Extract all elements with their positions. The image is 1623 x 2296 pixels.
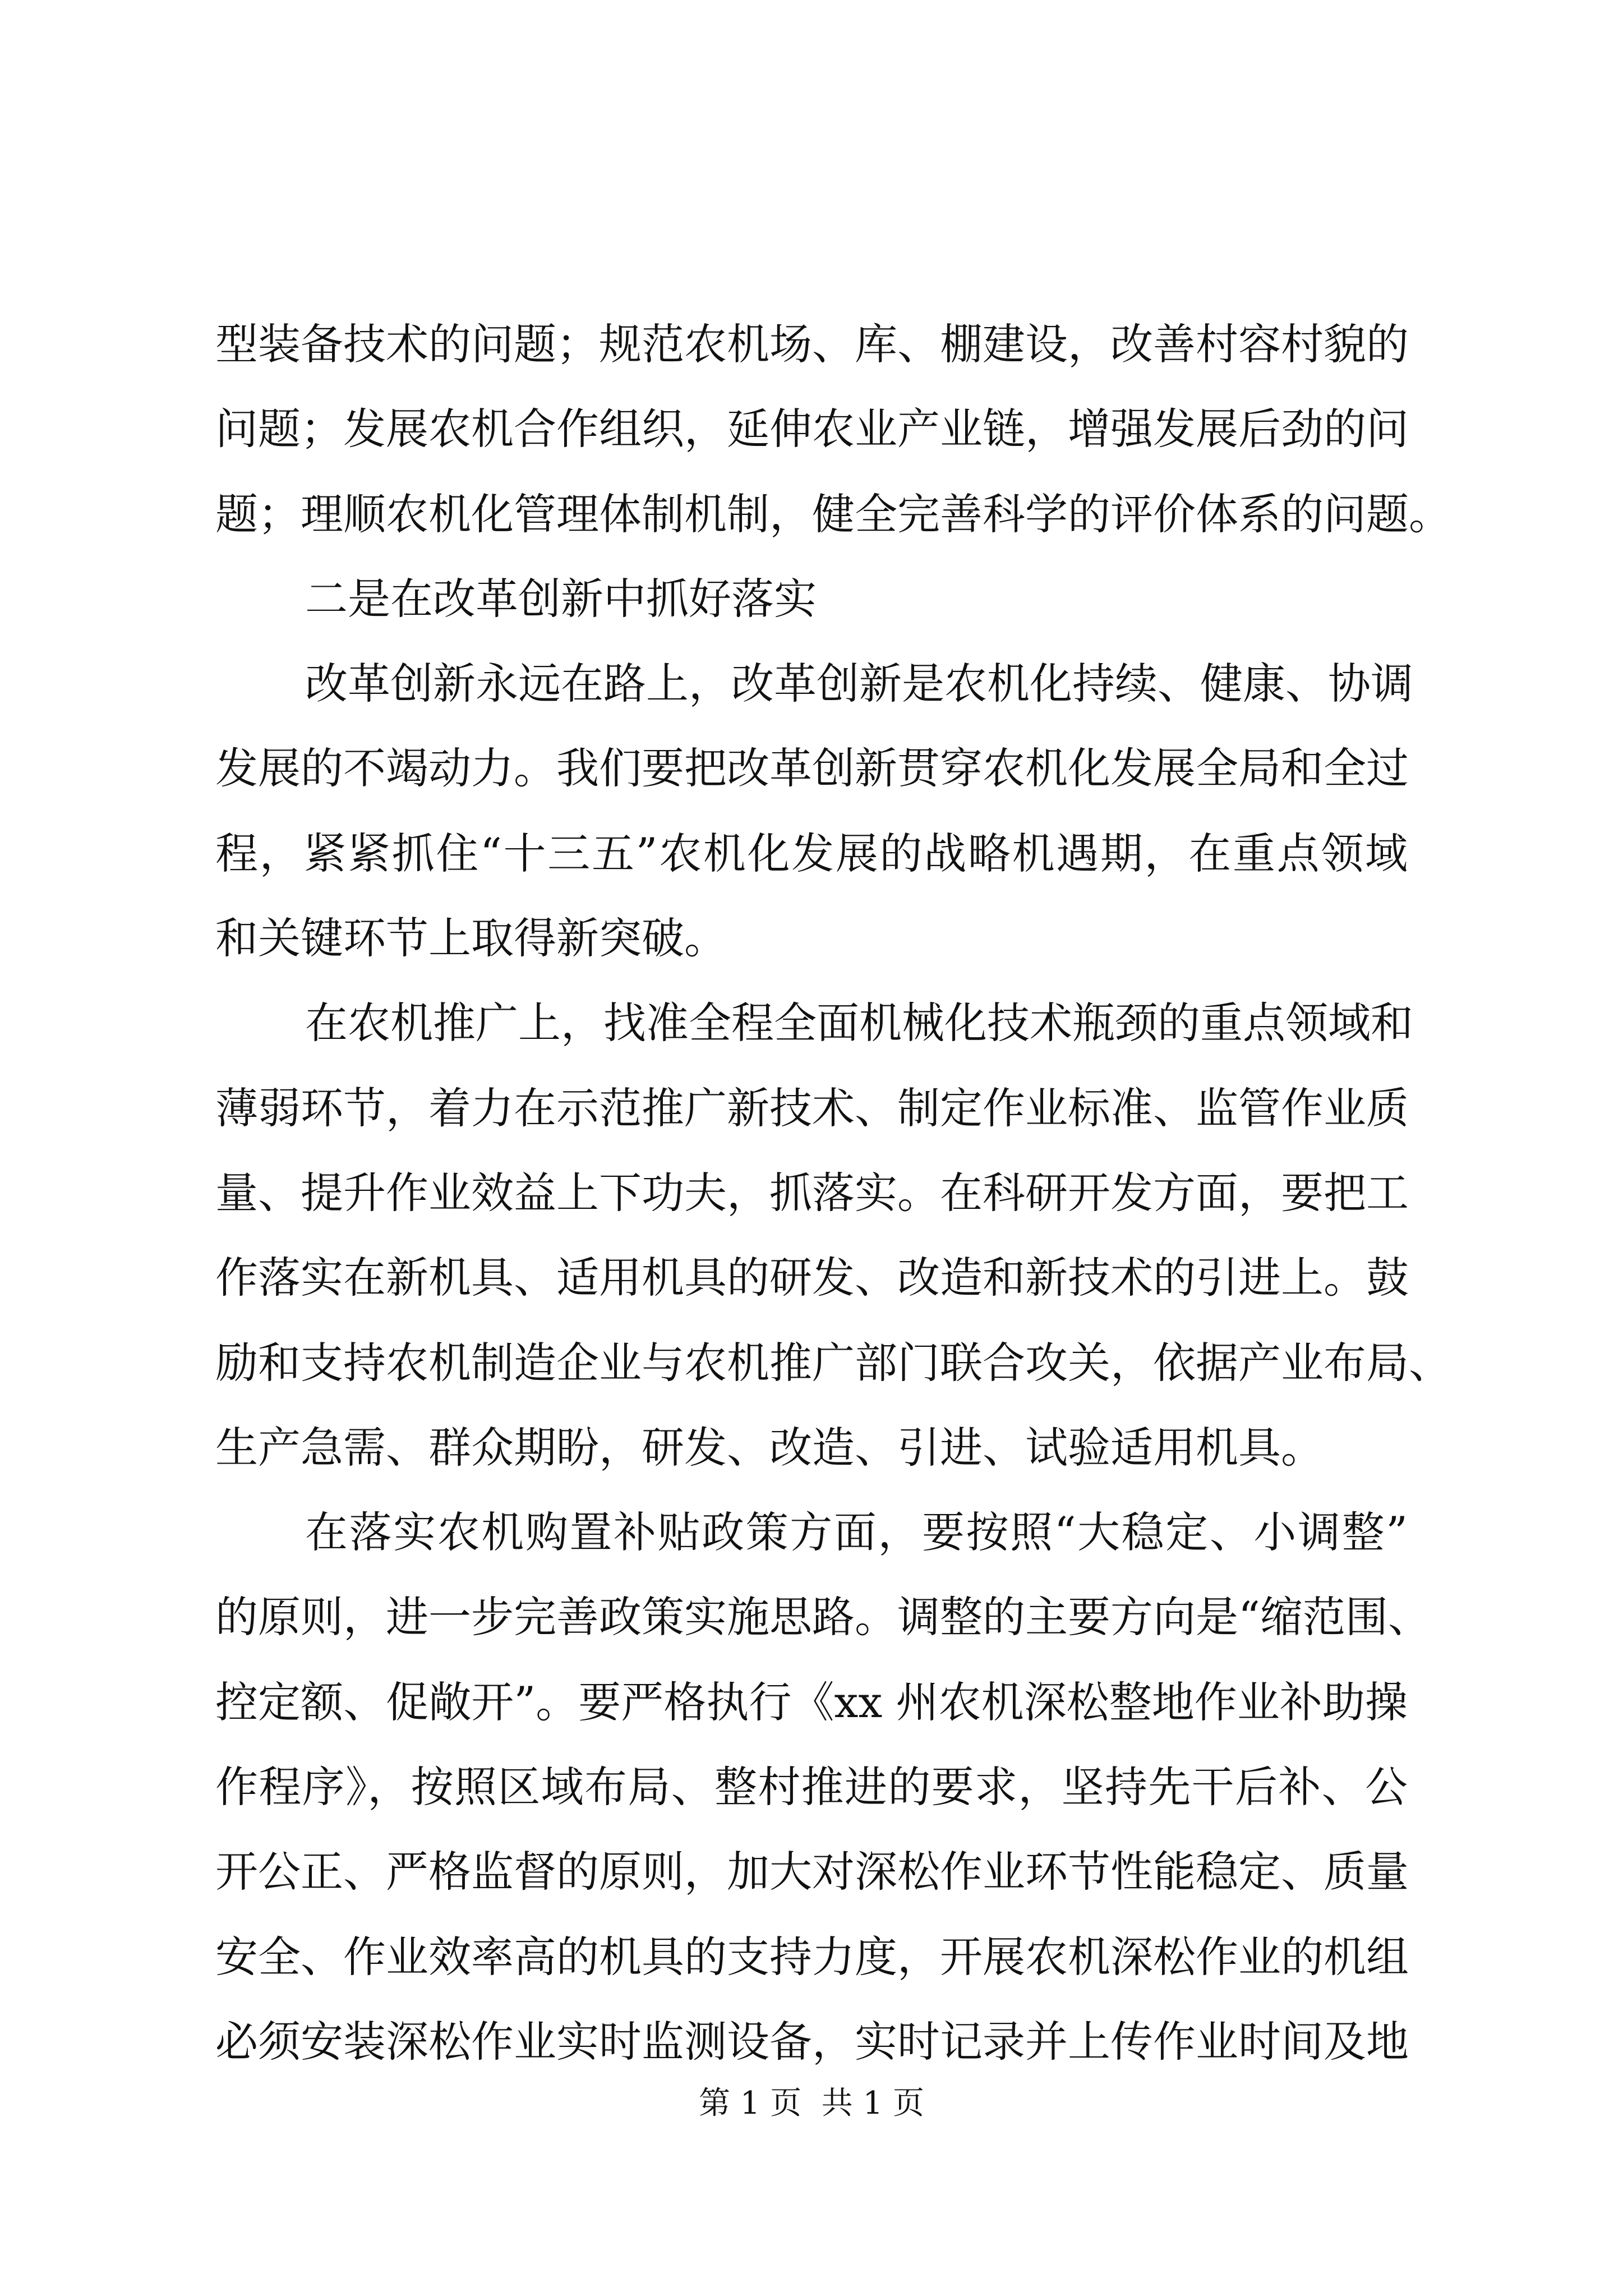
text-line: 在农机推广上，找准全程全面机械化技术瓶颈的重点领域和 (305, 998, 1413, 1048)
section-heading-text: 二是在改革创新中抓好落实 (305, 573, 817, 624)
text-line: 程，紧紧抓住“十三五”农机化发展的战略机遇期，在重点领域 (215, 828, 1408, 878)
text-line: 和关键环节上取得新突破。 (215, 913, 727, 964)
text-line: 安全、作业效率高的机具的支持力度，开展农机深松作业的机组 (215, 1931, 1409, 1982)
text-line: 发展的不竭动力。我们要把改革创新贯穿农机化发展全局和全过 (215, 743, 1409, 794)
section-heading (215, 556, 1408, 641)
text-line: 作落实在新机具、适用机具的研发、改造和新技术的引进上。鼓 (215, 1253, 1409, 1303)
text-line: 必须安装深松作业实时监测设备，实时记录并上传作业时间及地 (215, 2016, 1409, 2067)
text-line: 题；理顺农机化管理体制机制，健全完善科学的评价体系的问题。 (215, 489, 1451, 539)
paragraph-subsidy (215, 1490, 1431, 2084)
text-line: 改革创新永远在路上，改革创新是农机化持续、健康、协调 (305, 659, 1413, 709)
document-body (215, 302, 1451, 2084)
paragraph-continuation (215, 302, 1451, 556)
paragraph-reform (215, 641, 1413, 981)
text-line: 的原则，进一步完善政策实施思路。调整的主要方向是“缩范围、 (215, 1592, 1431, 1642)
text-line: 在落实农机购置补贴政策方面，要按照“大稳定、小调整” (305, 1507, 1408, 1558)
text-line: 开公正、严格监督的原则，加大对深松作业环节性能稳定、质量 (215, 1847, 1409, 1897)
text-line: 型装备技术的问题；规范农机场、库、棚建设，改善村容村貌的 (215, 319, 1409, 369)
text-line: 作程序》，按照区域布局、整村推进的要求，坚持先干后补、公 (215, 1762, 1408, 1812)
page-footer: 第 1 页 共 1 页 (698, 2085, 925, 2122)
text-line: 问题；发展农机合作组织，延伸农业产业链，增强发展后劲的问 (215, 404, 1409, 454)
text-line: 量、提升作业效益上下功夫，抓落实。在科研开发方面，要把工 (215, 1167, 1409, 1218)
text-line: 薄弱环节，着力在示范推广新技术、制定作业标准、监管作业质 (215, 1083, 1409, 1133)
text-line: 励和支持农机制造企业与农机推广部门联合攻关，依据产业布局、 (215, 1337, 1451, 1388)
text-line: 生产急需、群众期盼，研发、改造、引进、试验适用机具。 (215, 1422, 1324, 1473)
text-line: 控定额、促敞开”。要严格执行《xx 州农机深松整地作业补助操 (215, 1677, 1408, 1727)
paragraph-promotion (215, 981, 1451, 1490)
